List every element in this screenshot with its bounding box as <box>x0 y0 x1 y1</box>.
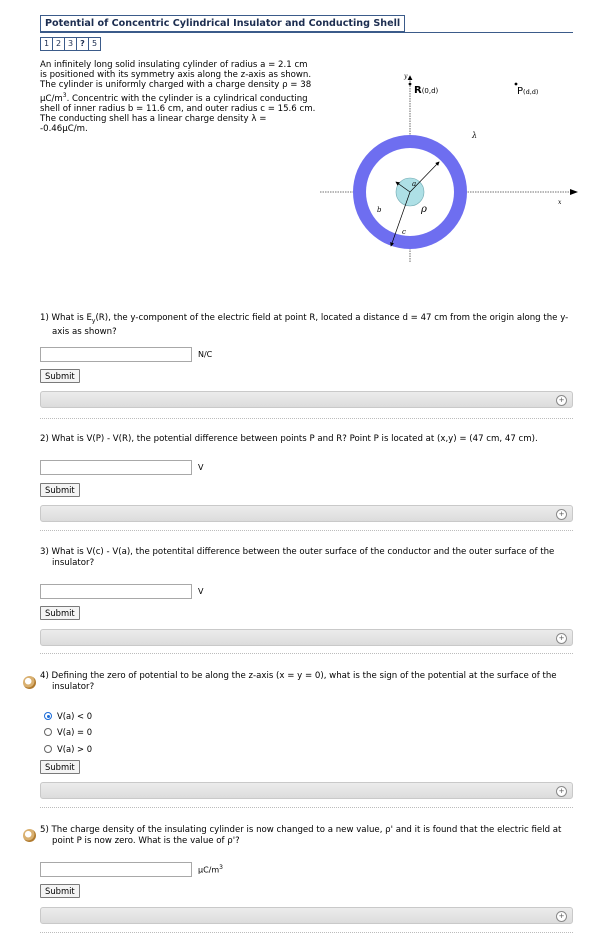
part-tab-2[interactable]: 2 <box>53 38 65 50</box>
intro-line: An infinitely long solid insulating cylinder of radius a = 2.1 cm <box>40 60 308 70</box>
question-3 <box>40 547 573 568</box>
feedback-bar-1[interactable] <box>40 391 573 408</box>
answer-input-1[interactable] <box>40 347 192 362</box>
intro-line: shell of inner radius b = 11.6 cm, and outer radius c = 15.6 cm. <box>40 103 316 114</box>
unit-label-1: N/C <box>198 350 213 359</box>
feedback-bar-3[interactable] <box>40 629 573 646</box>
question-2 <box>40 434 573 445</box>
point-r-marker <box>409 83 412 86</box>
submit-button-3[interactable]: Submit <box>40 606 80 620</box>
part-tab-5[interactable]: 5 <box>91 39 98 48</box>
label-r-name: R <box>414 85 422 96</box>
radio-label: V(a) < 0 <box>57 711 93 721</box>
unit-label-5 <box>198 864 223 875</box>
question-1 <box>40 313 573 338</box>
feedback-bar-4[interactable] <box>40 782 573 799</box>
unit-label-2: V <box>198 463 204 472</box>
question-5 <box>40 825 573 846</box>
answer-row-5 <box>40 862 223 877</box>
attempt-status-icon <box>23 676 36 689</box>
title-bar <box>40 15 573 33</box>
expand-plus-icon[interactable]: + <box>556 911 567 922</box>
feedback-bar-2[interactable] <box>40 505 573 522</box>
label-rho: ρ <box>421 204 427 215</box>
label-r-coords: (0,d) <box>421 87 439 95</box>
radio-label: V(a) > 0 <box>57 744 93 754</box>
q1-subscript: y <box>91 317 96 325</box>
point-p-marker <box>515 83 518 86</box>
answer-input-2[interactable] <box>40 460 192 475</box>
label-b: b <box>377 206 382 214</box>
separator <box>40 653 573 654</box>
radio-button[interactable] <box>44 745 52 753</box>
submit-button-2[interactable]: Submit <box>40 483 80 497</box>
question-4 <box>40 671 573 692</box>
problem-statement <box>40 60 320 134</box>
intro-unit: μC/m <box>40 93 63 104</box>
intro-line: -0.46μC/m. <box>40 124 88 135</box>
part-navigation <box>40 37 101 51</box>
label-r <box>414 85 439 96</box>
separator <box>40 530 573 531</box>
part-tab-1[interactable]: 1 <box>41 38 53 50</box>
answer-row-2 <box>40 460 203 475</box>
submit-button-1[interactable]: Submit <box>40 369 80 383</box>
label-x-axis: x <box>558 199 562 206</box>
separator <box>40 807 573 808</box>
unit-label-3: V <box>198 587 204 596</box>
answer-input-5[interactable] <box>40 862 192 877</box>
label-y-axis: y <box>404 73 408 80</box>
label-c: c <box>402 228 406 236</box>
unit-base: μC/m <box>198 865 220 875</box>
intro-line: The conducting shell has a linear charge density λ = <box>40 113 267 124</box>
submit-button-5[interactable]: Submit <box>40 884 80 898</box>
intro-text: . Concentric with the cylinder is a cylindrical conducting <box>66 93 308 104</box>
question-3-text: 3) What is V(c) - V(a), the potentital difference between the outer surface of the conductor and the outer surface of the insulator? <box>40 547 555 568</box>
radio-label: V(a) = 0 <box>57 727 93 737</box>
part-tab-3[interactable]: 3 <box>65 38 77 50</box>
separator <box>40 418 573 419</box>
answer-input-3[interactable] <box>40 584 192 599</box>
page-title: Potential of Concentric Cylindrical Insulator and Conducting Shell <box>40 15 405 32</box>
radio-button-checked[interactable] <box>44 712 52 720</box>
feedback-bar-5[interactable] <box>40 907 573 924</box>
intro-line: is positioned with its symmetry axis along the z-axis as shown. <box>40 70 312 81</box>
q1-text-end: (R), the y-component of the electric field at point R, located a distance d = 47 cm from the origin along the y-axis as shown? <box>52 313 569 338</box>
intro-line <box>40 91 320 104</box>
question-4-text: 4) Defining the zero of potential to be along the z-axis (x = y = 0), what is the sign of the potential at the surface of the insulator? <box>40 671 557 692</box>
q1-text-start: 1) What is E <box>40 313 92 323</box>
question-1-text <box>40 313 573 338</box>
attempt-status-icon <box>23 829 36 842</box>
intro-unit-exponent: 3 <box>62 91 67 99</box>
answer-row-3 <box>40 584 203 599</box>
expand-plus-icon[interactable]: + <box>556 786 567 797</box>
label-a: a <box>412 180 417 188</box>
submit-button-4[interactable]: Submit <box>40 760 80 774</box>
unit-exponent: 3 <box>219 864 223 872</box>
label-p <box>517 86 538 97</box>
label-p-name: P <box>517 86 524 97</box>
question-5-text: 5) The charge density of the insulating cylinder is now changed to a new value, ρ' and it is found that the electric field at point P is now zero. What is the value of ρ'? <box>40 825 562 846</box>
expand-plus-icon[interactable]: + <box>556 509 567 520</box>
radio-option-2[interactable] <box>44 727 92 737</box>
expand-plus-icon[interactable]: + <box>556 633 567 644</box>
cylinder-diagram <box>320 62 580 272</box>
radio-button[interactable] <box>44 728 52 736</box>
radio-option-3[interactable] <box>44 744 92 754</box>
label-p-coords: (d,d) <box>523 88 539 96</box>
question-2-text: 2) What is V(P) - V(R), the potential difference between points P and R? Point P is located at (x,y) = (47 cm, 47 cm). <box>40 434 538 444</box>
expand-plus-icon[interactable]: + <box>556 395 567 406</box>
label-lambda: λ <box>472 131 478 140</box>
intro-line: The cylinder is uniformly charged with a charge density ρ = 38 <box>40 80 312 91</box>
separator <box>40 932 573 933</box>
answer-row-1 <box>40 347 212 362</box>
x-axis-arrow-icon <box>570 189 578 195</box>
radio-option-1[interactable] <box>44 711 92 721</box>
part-tab-help[interactable]: ? <box>77 38 89 50</box>
